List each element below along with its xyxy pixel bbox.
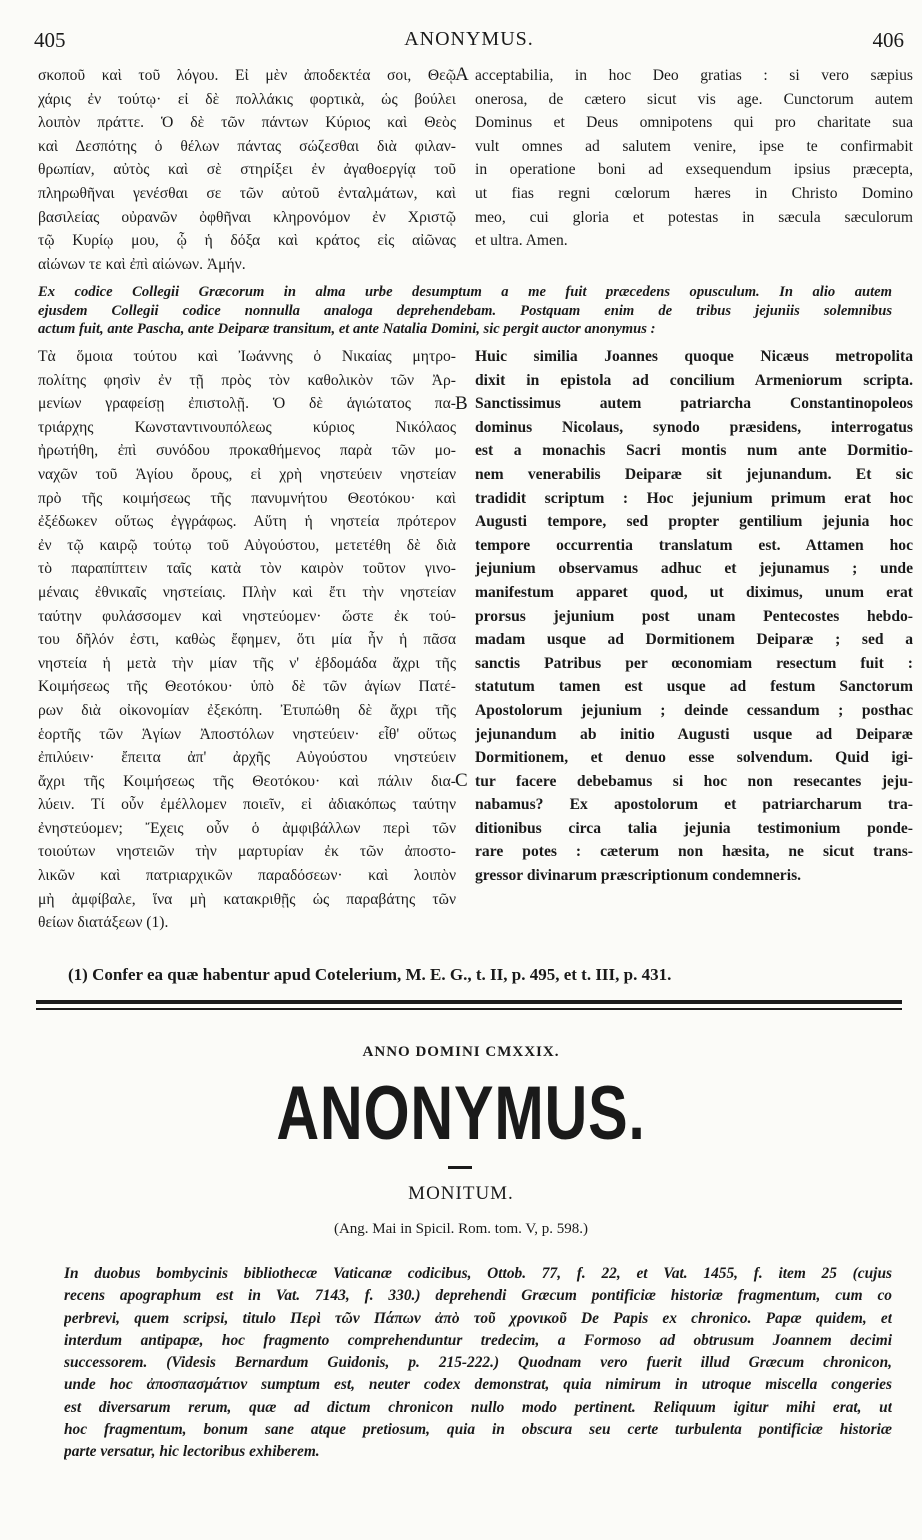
text-line: τῷ Κυρίῳ μου, ᾧ ἡ δόξα καὶ κράτος εἰς αἰῶνας <box>38 232 456 250</box>
text-line: nem venerabilis Deiparæ sit jejunandum. Et sic <box>475 465 913 483</box>
text-line: nabamus? Ex apostolorum et patriarcharum tra- <box>475 796 913 814</box>
text-line: ἐξέδωκεν οὕτως ἐγγράφως. Αὕτη ἡ νηστεία πρότερον <box>38 513 456 531</box>
text-line: acceptabilia, in hoc Deo gratias : si vero sæpius <box>475 67 913 84</box>
text-line: ρων διὰ οἰκονομίαν ἐξεκόπη. Ἐτυπώθη δὲ ἄχρι τῆς <box>38 701 456 719</box>
text-line: recens apographum est in Vat. 7143, f. 330.) deprehendi Græcum pontificiæ historiæ fragmentum, cum co <box>64 1287 892 1305</box>
monitum-heading: MONITUM. <box>408 1183 514 1204</box>
text-line: unde hoc ἀποσπασμάτιον sumptum est, neuter codex demonstrat, quia nimirum in utroque miscella congeries <box>64 1376 892 1394</box>
divider-rule-thin <box>36 1008 902 1010</box>
text-line: Κοιμήσεως τῆς Θεοτόκου· ὑπὸ δὲ τῶν ἁγίων Πατέ- <box>38 678 456 696</box>
greek-column-top <box>38 64 456 276</box>
greek-column-main <box>38 345 456 935</box>
text-line: ἐνηστεύομεν; Ἔχεις οὖν ὁ ἀμφιβάλλων περὶ τῶν <box>38 819 456 837</box>
text-line: ταύτην φυλάσσομεν καὶ νηστεύομεν· ὥστε ἐκ τού- <box>38 607 456 625</box>
text-line: ἑορτῆς τῶν Ἁγίων Ἀποστόλων νηστεύειν· εἶθ' οὕτως <box>38 725 456 743</box>
text-line: Huic similia Joannes quoque Nicæus metropolita <box>475 348 913 365</box>
text-line: et ultra. Amen. <box>475 232 568 250</box>
text-line: πρὸ τῆς κοιμήσεως τῆς πανυμνήτου Θεοτόκου· καὶ <box>38 489 456 507</box>
text-line: tradidit scriptum : Hoc jejunium primum erat hoc <box>475 489 913 507</box>
text-line: τὸ παραπίπτειν ταῖς κατὰ τὸν καιρὸν τοῦτον γινο- <box>38 560 456 578</box>
page-number-right: 406 <box>872 28 904 52</box>
section-marker-c: C <box>455 770 468 791</box>
text-line: onerosa, de cætero sicut vis age. Cunctorum autem <box>475 90 913 108</box>
section-marker-a: A <box>455 64 469 85</box>
text-line: gressor divinarum præscriptionum condemneris. <box>475 867 802 885</box>
text-line: rare potes : cæterum non hæsita, ne sicut trans- <box>475 843 913 861</box>
source-reference: (Ang. Mai in Spicil. Rom. tom. V, p. 598.) <box>333 1221 589 1237</box>
text-line: Augusti tempore, sed propter gentilium jejunia hoc <box>475 513 913 531</box>
text-line: hoc fragmentum, bonum sane atque pretiosum, quia in obscura seu certe turbulenta pontificiæ historiæ <box>64 1421 892 1439</box>
text-line: νηστεία ἡ μετὰ τὴν μίαν τῆς ν' ἑβδομάδα ἄχρι τῆς <box>38 654 456 672</box>
text-line: Ex codice Collegii Græcorum in alma urbe desumptum a me fuit præcedens opusculum. In alio autem <box>38 284 892 300</box>
text-line: jejunium observamus adhuc et jejunamus ; unde <box>475 560 913 578</box>
text-line: καὶ Δεσπότης ὁ θέλων πάντας σώζεσθαι διὰ φιλαν- <box>38 137 456 155</box>
text-line: ditionibus circa talia jejunia testimonium ponde- <box>475 819 913 837</box>
text-line: ἠρωτήθη, ἐπὶ συνόδου προκαθήμενος παρὰ τῶν μο- <box>38 442 456 460</box>
text-line: successorem. (Videsis Bernardum Guidonis, p. 215-222.) Quodnam vero fuerit illud Græcum chronicon, <box>64 1354 892 1372</box>
text-line: manifestum apparet quod, ut diximus, unum erat <box>475 583 913 601</box>
text-line: est diversarum rerum, quæ ad dictum chronicon nullo modo pertinent. Reliquum igitur mihi erat, ut <box>64 1398 892 1416</box>
text-line: ejusdem Collegii codice nonnulla analoga deprehendebam. Postquam enim de tribus jejuniis solemnibus <box>38 302 892 319</box>
text-line: In duobus bombycinis bibliothecæ Vaticanæ codicibus, Ottob. 77, f. 22, et Vat. 1455, f. item 25 (cujus <box>64 1265 892 1282</box>
text-line: tempore occurrentia translatum est. Attamen hoc <box>475 536 913 554</box>
text-line: Sanctissimus autem patriarcha Constantinopoleos <box>475 395 913 413</box>
text-line: μέναις ἐθνικαῖς νηστείαις. Πλὴν καὶ ἔτι τὴν νηστείαν <box>38 583 456 601</box>
text-line: πληρωθῆναι γενέσθαι σε τῶν αὐτοῦ ἐνταλμάτων, καὶ <box>38 184 456 202</box>
text-line: βασιλείας οὐρανῶν ὀφθῆναι κληρονόμον ἐν Χριστῷ <box>38 208 456 226</box>
text-line: madam usque ad Dormitionem Deiparæ ; sed a <box>475 631 913 649</box>
text-line: χάρις ἐν τούτῳ· εἰ δὲ πολλάκις φορτικὰ, ὡς βούλει <box>38 90 456 108</box>
section-marker-b: B <box>455 393 468 414</box>
text-line: Dominus et Deus omnipotens qui pro charitate sua <box>475 114 913 132</box>
latin-column-top <box>475 64 913 253</box>
text-line: interdum antipapæ, hoc fragmento comprehenduntur tredecim, a Formoso ad obtrusum Joannem decimi <box>64 1331 892 1349</box>
footnote: (1) Confer ea quæ habentur apud Cotelerium, M. E. G., t. II, p. 495, et t. III, p. 431. <box>68 965 672 984</box>
text-line: perbrevi, quem scripsi, titulo Περὶ τῶν Πάπων ἀπὸ τοῦ χρονικοῦ De Papis ex chronico. Papæ quidem, et <box>64 1309 892 1327</box>
text-line: statutum tamen est usque ad festum Sanctorum <box>475 678 913 696</box>
text-line: θρωπίαν, αὐτὸς καὶ σὲ στηρίξει ἐν ἀγαθοεργίᾳ τοῦ <box>38 161 456 179</box>
divider-rule-thick <box>36 1000 902 1004</box>
text-line: Τὰ ὅμοια τούτου καὶ Ἰωάννης ὁ Νικαίας μητρο- <box>38 348 456 365</box>
text-line: λοιπὸν πράττε. Ὁ δὲ τῶν πάντων Κύριος καὶ Θεὸς <box>38 114 456 132</box>
anno-domini-heading: ANNO DOMINI CMXXIX. <box>362 1044 560 1060</box>
monitum-paragraph <box>64 1263 892 1464</box>
page-number-left: 405 <box>34 28 66 52</box>
text-line: του δῆλόν ἐστι, καθὼς ἔφημεν, ὅτι μία ἦν ἡ πᾶσα <box>38 631 456 649</box>
text-line: θείων διατάξεων (1). <box>38 914 169 932</box>
page-header <box>34 28 904 62</box>
text-line: tur facere debebamus si hoc non resecantes jeju- <box>475 772 913 790</box>
text-line: est a monachis Sacri montis num ante Dormitio- <box>475 442 913 460</box>
text-line: vult omnes ad salutem venire, ipse te confirmabit <box>475 137 913 155</box>
text-line: μὴ ἀμφίβαλε, ἵνα μὴ κατακριθῇς ὡς παραβάτης τῶν <box>38 890 456 908</box>
text-line: Apostolorum jejunium ; deinde cessandum ; posthac <box>475 701 913 719</box>
text-line: ἐπιλύειν· ἔπειτα ἀπ' ἀρχῆς Αὐγούστου νηστεύειν <box>38 749 456 767</box>
text-line: dixit in epistola ad concilium Armeniorum scripta. <box>475 371 913 389</box>
text-line: τοιούτων νηστειῶν τὴν μαρτυρίαν ἐκ τῶν ἀποστο- <box>38 843 456 861</box>
text-line: dominus Nicolaus, synodo præsidens, interrogatus <box>475 418 913 436</box>
text-line: ut fias regni cœlorum hæres in Christo Domino <box>475 184 913 202</box>
text-line: jejunandum ab initio Augusti usque ad Deiparæ <box>475 725 913 743</box>
text-line: μενίων γραφείσῃ ἐπιστολῇ. Ὁ δὲ ἁγιώτατος πα- <box>38 395 456 413</box>
text-line: prorsus jejunium post unam Pentecostes hebdo- <box>475 607 913 625</box>
italic-editorial-note <box>38 283 892 339</box>
text-line: meo, cui gloria et potestas in sæcula sæculorum <box>475 208 913 226</box>
text-line: actum fuit, ante Pascha, ante Deiparæ transitum, et ante Natalia Domini, sic pergit auctor anonymus : <box>38 321 656 338</box>
text-line: ἄχρι τῆς Κοιμήσεως τῆς Θεοτόκου· καὶ πάλιν δια- <box>38 772 456 790</box>
section-title: ANONYMUS. <box>276 1071 646 1156</box>
text-line: λικῶν καὶ πατριαρχικῶν παραδόσεων· καὶ λοιπὸν <box>38 867 456 885</box>
text-line: τριάρχης Κωνσταντινουπόλεως κύριος Νικόλαος <box>38 418 456 436</box>
text-line: ἐν τῷ καιρῷ τούτῳ τοῦ Αὐγούστου, μετετέθη δὲ διὰ <box>38 536 456 554</box>
text-line: Dormitionem, et denuo esse solvendum. Quid igi- <box>475 749 913 767</box>
text-line: αἰώνων τε καὶ ἐπὶ αἰώνων. Ἀμήν. <box>38 255 246 273</box>
text-line: σκοποῦ καὶ τοῦ λόγου. Εἰ μὲν ἀποδεκτέα σοι, Θεῷ <box>38 67 456 84</box>
latin-column-main <box>475 345 913 888</box>
text-line: parte versatur, hic lectoribus exhiberem. <box>64 1443 320 1461</box>
text-line: ναχῶν τοῦ Ἁγίου ὄρους, εἰ χρὴ νηστεύειν νηστείαν <box>38 465 456 483</box>
running-head: ANONYMUS. <box>404 28 534 50</box>
title-dash <box>448 1166 472 1169</box>
text-line: sanctis Patribus per œconomiam resectum fuit : <box>475 654 913 672</box>
text-line: in operatione boni ad exsequendum ipsius præcepta, <box>475 161 913 179</box>
text-line: λύειν. Τί οὖν ἐμέλλομεν ποιεῖν, εἰ ἀδιακόπως ταύτην <box>38 796 456 814</box>
text-line: πολίτης φησὶν ἐν τῇ πρὸς τὸν καθολικὸν τῶν Ἀρ- <box>38 371 456 389</box>
